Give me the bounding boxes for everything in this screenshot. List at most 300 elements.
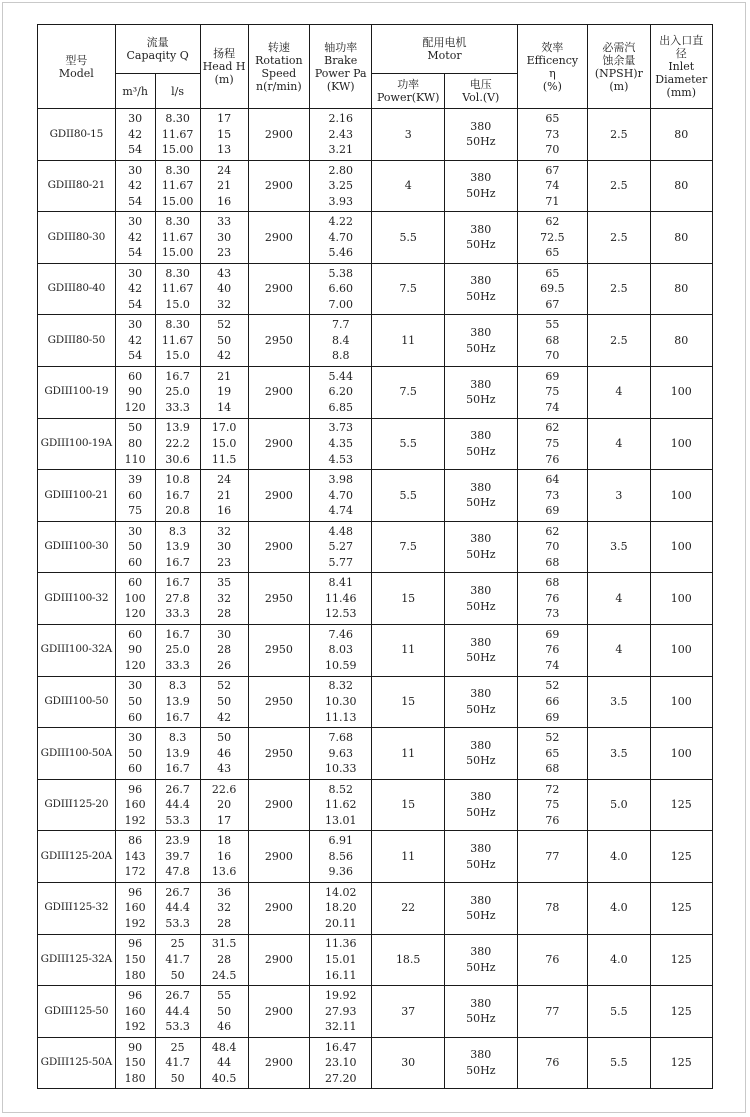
cell-motor-voltage — [445, 934, 518, 986]
cell-head-value: 30 — [217, 230, 232, 244]
cell-shaft-power — [310, 212, 372, 264]
cell-capacity-ls-value: 26.7 — [165, 885, 190, 899]
cell-capacity-ls-value: 16.7 — [165, 488, 190, 502]
cell-motor-voltage — [445, 986, 518, 1038]
cell-capacity-m3h — [115, 521, 155, 573]
cell-speed: 2950 — [248, 315, 309, 367]
cell-capacity-ls-value: 15.00 — [161, 194, 194, 208]
cell-shaft-power-value: 4.35 — [328, 437, 353, 451]
cell-capacity-m3h — [115, 779, 155, 831]
table-row — [38, 521, 713, 573]
cell-efficiency — [517, 779, 588, 831]
cell-capacity-ls — [155, 882, 200, 934]
cell-capacity-ls-value: 8.30 — [165, 318, 190, 332]
cell-motor-voltage — [445, 263, 518, 315]
cell-motor-voltage — [445, 160, 518, 212]
cell-capacity-m3h-value: 192 — [124, 917, 146, 930]
cell-capacity-ls-value: 11.67 — [161, 230, 194, 244]
cell-capacity-m3h — [115, 263, 155, 315]
cell-shaft-power — [310, 831, 372, 883]
table-row — [38, 986, 713, 1038]
cell-motor-voltage-value: 380 — [470, 171, 492, 185]
cell-capacity-ls-value: 53.3 — [165, 917, 190, 930]
cell-efficiency-value: 76 — [545, 452, 560, 466]
header-motor-voltage: 电压 Vol.(V) — [445, 74, 518, 109]
cell-motor-voltage-value: 50Hz — [466, 186, 496, 200]
cell-shaft-power — [310, 263, 372, 315]
cell-efficiency-value: 72 — [545, 782, 560, 796]
cell-diameter: 80 — [650, 160, 712, 212]
cell-shaft-power-value: 7.00 — [328, 297, 353, 311]
cell-head-value: 28 — [217, 953, 232, 966]
cell-capacity-m3h-value: 150 — [124, 1056, 146, 1070]
cell-capacity-ls-value: 15.0 — [165, 349, 190, 363]
cell-head — [200, 882, 248, 934]
cell-motor-voltage-value: 50Hz — [466, 238, 496, 252]
cell-capacity-m3h-value: 42 — [128, 282, 143, 296]
cell-head — [200, 779, 248, 831]
cell-speed: 2900 — [248, 521, 309, 573]
cell-motor-power: 11 — [372, 624, 445, 676]
cell-npsh: 3.5 — [588, 676, 650, 728]
cell-capacity-m3h-value: 160 — [124, 901, 146, 915]
cell-capacity-ls-value: 30.6 — [165, 452, 190, 466]
cell-shaft-power-value: 4.70 — [328, 488, 353, 502]
cell-model: GDIII100-32A — [38, 624, 116, 676]
cell-diameter: 100 — [650, 366, 712, 418]
cell-speed: 2950 — [248, 624, 309, 676]
cell-head-value: 28 — [217, 643, 232, 657]
cell-shaft-power-value: 27.20 — [324, 1071, 357, 1085]
cell-head-value: 50 — [217, 731, 232, 745]
cell-head-value: 15 — [217, 127, 232, 141]
cell-capacity-ls-value: 39.7 — [165, 849, 190, 863]
cell-shaft-power — [310, 366, 372, 418]
cell-shaft-power-value: 15.01 — [324, 953, 357, 966]
cell-capacity-m3h-value: 54 — [128, 143, 143, 157]
cell-head-value: 50 — [217, 333, 232, 347]
cell-head — [200, 212, 248, 264]
cell-capacity-m3h-value: 54 — [128, 349, 143, 363]
cell-npsh: 5.5 — [588, 1037, 650, 1089]
cell-capacity-ls-value: 23.9 — [165, 834, 190, 848]
cell-capacity-m3h — [115, 934, 155, 986]
cell-capacity-m3h-value: 42 — [128, 179, 143, 193]
cell-efficiency-value: 75 — [545, 798, 560, 812]
cell-speed: 2900 — [248, 779, 309, 831]
table-row — [38, 160, 713, 212]
cell-motor-power: 18.5 — [372, 934, 445, 986]
cell-capacity-ls-value: 10.8 — [165, 473, 190, 487]
cell-capacity-m3h — [115, 470, 155, 522]
cell-efficiency-value: 62 — [545, 421, 560, 435]
cell-capacity-m3h-value: 42 — [128, 127, 143, 141]
cell-shaft-power-value: 27.93 — [324, 1004, 357, 1018]
cell-speed: 2900 — [248, 418, 309, 470]
cell-motor-voltage-value: 380 — [470, 480, 492, 494]
cell-head — [200, 1037, 248, 1089]
cell-capacity-m3h-value: 120 — [124, 607, 146, 621]
cell-capacity-m3h-value: 120 — [124, 401, 146, 415]
cell-efficiency-value: 66 — [545, 695, 560, 709]
cell-speed: 2900 — [248, 212, 309, 264]
cell-head-value: 40.5 — [211, 1071, 237, 1085]
cell-shaft-power-value: 5.27 — [328, 540, 353, 554]
header-efficiency: 效率 Efficency η (%) — [517, 25, 588, 109]
cell-npsh: 2.5 — [588, 212, 650, 264]
cell-capacity-ls-value: 33.3 — [165, 607, 190, 621]
cell-shaft-power-value: 4.22 — [328, 215, 353, 229]
cell-capacity-m3h-value: 50 — [128, 540, 143, 554]
cell-capacity-ls-value: 53.3 — [165, 1020, 190, 1034]
cell-efficiency — [517, 366, 588, 418]
cell-motor-power: 7.5 — [372, 263, 445, 315]
cell-shaft-power-value: 4.53 — [328, 452, 353, 466]
cell-capacity-m3h-value: 90 — [128, 1040, 143, 1054]
cell-motor-voltage — [445, 418, 518, 470]
cell-diameter: 100 — [650, 676, 712, 728]
cell-efficiency — [517, 676, 588, 728]
cell-capacity-ls-value: 8.3 — [168, 524, 187, 538]
cell-capacity-m3h-value: 96 — [128, 885, 143, 899]
cell-npsh: 4.0 — [588, 831, 650, 883]
cell-model: GDIII100-32 — [38, 573, 116, 625]
cell-speed: 2900 — [248, 934, 309, 986]
cell-motor-voltage-value: 50Hz — [466, 651, 496, 665]
cell-capacity-ls-value: 26.7 — [165, 989, 190, 1002]
cell-motor-voltage — [445, 831, 518, 883]
cell-head-value: 43 — [217, 266, 232, 280]
cell-efficiency — [517, 831, 588, 883]
cell-head-value: 14 — [217, 401, 232, 415]
cell-capacity-ls-value: 47.8 — [165, 865, 190, 879]
cell-efficiency-value: 68 — [545, 555, 560, 569]
cell-shaft-power-value: 8.41 — [328, 576, 353, 590]
cell-motor-voltage — [445, 109, 518, 161]
cell-motor-voltage-value: 380 — [470, 790, 492, 804]
cell-motor-voltage — [445, 521, 518, 573]
cell-capacity-m3h — [115, 366, 155, 418]
cell-capacity-ls — [155, 109, 200, 161]
cell-capacity-m3h-value: 39 — [128, 473, 143, 487]
cell-capacity-m3h-value: 50 — [128, 695, 143, 709]
cell-capacity-m3h-value: 192 — [124, 1020, 146, 1034]
cell-head — [200, 624, 248, 676]
cell-shaft-power-value: 11.13 — [324, 710, 357, 724]
cell-efficiency — [517, 934, 588, 986]
cell-head-value: 36 — [217, 885, 232, 899]
cell-capacity-ls-value: 8.30 — [165, 215, 190, 229]
cell-head-value: 16 — [217, 194, 232, 208]
header-capacity: 流量 Capaqity Q — [115, 25, 200, 74]
table-row — [38, 315, 713, 367]
cell-capacity-ls-value: 8.3 — [168, 731, 187, 745]
cell-shaft-power-value: 2.43 — [328, 127, 353, 141]
cell-capacity-m3h-value: 30 — [128, 163, 143, 177]
cell-diameter: 100 — [650, 470, 712, 522]
cell-npsh: 4 — [588, 624, 650, 676]
cell-capacity-m3h-value: 110 — [124, 452, 146, 466]
cell-head — [200, 470, 248, 522]
cell-capacity-ls-value: 11.67 — [161, 127, 194, 141]
cell-motor-voltage-value: 380 — [470, 326, 492, 340]
header-speed: 转速 Rotation Speed n(r/min) — [248, 25, 309, 109]
cell-model: GDIII125-20 — [38, 779, 116, 831]
cell-model: GDIII125-50 — [38, 986, 116, 1038]
cell-motor-voltage — [445, 315, 518, 367]
cell-shaft-power-value: 2.80 — [328, 163, 353, 177]
cell-head-value: 16 — [217, 849, 232, 863]
cell-capacity-ls-value: 15.00 — [161, 246, 194, 260]
cell-efficiency-value: 70 — [545, 540, 560, 554]
cell-motor-voltage-value: 50Hz — [466, 496, 496, 510]
cell-speed: 2900 — [248, 263, 309, 315]
cell-efficiency-value: 74 — [545, 179, 560, 193]
cell-capacity-ls-value: 8.30 — [165, 163, 190, 177]
cell-shaft-power — [310, 160, 372, 212]
cell-speed: 2900 — [248, 882, 309, 934]
cell-model: GDIII125-32 — [38, 882, 116, 934]
cell-capacity-ls-value: 33.3 — [165, 659, 190, 673]
cell-model: GDIII100-19 — [38, 366, 116, 418]
cell-motor-voltage — [445, 676, 518, 728]
cell-motor-voltage-value: 380 — [470, 893, 492, 907]
cell-motor-voltage-value: 380 — [470, 996, 492, 1010]
cell-npsh: 2.5 — [588, 160, 650, 212]
cell-motor-voltage — [445, 470, 518, 522]
cell-shaft-power-value: 9.36 — [328, 865, 353, 879]
cell-shaft-power-value: 3.73 — [328, 421, 353, 435]
cell-efficiency — [517, 986, 588, 1038]
cell-capacity-m3h-value: 86 — [128, 834, 143, 848]
cell-motor-voltage-value: 380 — [470, 635, 492, 649]
cell-capacity-ls — [155, 366, 200, 418]
cell-efficiency — [517, 212, 588, 264]
cell-capacity-ls — [155, 160, 200, 212]
cell-capacity-m3h — [115, 418, 155, 470]
cell-motor-voltage-value: 380 — [470, 429, 492, 443]
cell-speed: 2900 — [248, 470, 309, 522]
cell-head — [200, 728, 248, 780]
cell-capacity-m3h-value: 160 — [124, 1004, 146, 1018]
cell-motor-voltage-value: 50Hz — [466, 754, 496, 768]
cell-efficiency-value: 73 — [545, 607, 560, 621]
cell-shaft-power-value: 8.4 — [331, 333, 350, 347]
cell-motor-power: 5.5 — [372, 212, 445, 264]
cell-head-value: 44 — [217, 1056, 232, 1070]
cell-head-value: 46 — [217, 746, 232, 760]
cell-motor-voltage-value: 380 — [470, 532, 492, 546]
cell-head-value: 17 — [217, 111, 232, 125]
cell-efficiency-value: 68 — [545, 762, 560, 776]
cell-capacity-m3h-value: 150 — [124, 953, 146, 966]
cell-efficiency — [517, 109, 588, 161]
cell-head-value: 18 — [217, 834, 232, 848]
cell-npsh: 3.5 — [588, 521, 650, 573]
table-row — [38, 831, 713, 883]
cell-head-value: 24.5 — [211, 968, 237, 982]
cell-efficiency — [517, 882, 588, 934]
cell-capacity-ls — [155, 315, 200, 367]
cell-motor-voltage-value: 380 — [470, 274, 492, 288]
cell-capacity-m3h — [115, 986, 155, 1038]
cell-shaft-power-value: 3.21 — [328, 143, 353, 157]
cell-head-value: 33 — [217, 215, 232, 229]
cell-capacity-m3h-value: 192 — [124, 813, 146, 827]
cell-capacity-m3h-value: 143 — [124, 849, 146, 863]
cell-capacity-ls-value: 15.00 — [161, 143, 194, 157]
cell-capacity-m3h — [115, 1037, 155, 1089]
cell-capacity-ls-value: 20.8 — [165, 504, 190, 518]
cell-capacity-m3h-value: 30 — [128, 266, 143, 280]
cell-shaft-power-value: 3.25 — [328, 179, 353, 193]
cell-capacity-m3h — [115, 315, 155, 367]
cell-capacity-m3h-value: 160 — [124, 798, 146, 812]
cell-efficiency-value: 69.5 — [540, 282, 565, 296]
cell-capacity-ls-value: 13.9 — [165, 421, 190, 435]
cell-diameter: 125 — [650, 1037, 712, 1089]
cell-motor-voltage-value: 50Hz — [466, 135, 496, 149]
cell-head — [200, 366, 248, 418]
cell-capacity-ls-value: 44.4 — [165, 901, 190, 915]
cell-capacity-ls-value: 25.0 — [165, 385, 190, 399]
cell-speed: 2900 — [248, 831, 309, 883]
cell-shaft-power — [310, 470, 372, 522]
cell-capacity-ls — [155, 470, 200, 522]
cell-motor-voltage-value: 380 — [470, 842, 492, 856]
cell-head-value: 26 — [217, 659, 232, 673]
cell-motor-voltage-value: 50Hz — [466, 1063, 496, 1077]
header-motor: 配用电机 Motor — [372, 25, 517, 74]
cell-head-value: 21 — [217, 488, 232, 502]
cell-shaft-power-value: 13.01 — [324, 813, 357, 827]
table-row — [38, 676, 713, 728]
cell-efficiency-value: 69 — [545, 627, 560, 641]
cell-head-value: 24 — [217, 473, 232, 487]
cell-shaft-power-value: 4.48 — [328, 524, 353, 538]
cell-npsh: 4 — [588, 366, 650, 418]
cell-capacity-ls-value: 16.7 — [165, 555, 190, 569]
cell-efficiency-value: 62 — [545, 524, 560, 538]
cell-capacity-m3h-value: 80 — [128, 437, 143, 451]
cell-capacity-ls-value: 25 — [170, 937, 185, 951]
cell-motor-voltage-value: 50Hz — [466, 857, 496, 871]
cell-efficiency-value: 74 — [545, 659, 560, 673]
cell-efficiency-value: 76 — [545, 813, 560, 827]
cell-shaft-power-value: 10.33 — [324, 762, 357, 776]
cell-capacity-ls-value: 27.8 — [165, 591, 190, 605]
table-row — [38, 882, 713, 934]
cell-shaft-power — [310, 109, 372, 161]
cell-efficiency-value: 62 — [545, 215, 560, 229]
cell-head-value: 11.5 — [211, 452, 237, 466]
cell-efficiency-value: 65 — [545, 246, 560, 260]
cell-head-value: 50 — [217, 695, 232, 709]
cell-head — [200, 263, 248, 315]
cell-head-value: 17.0 — [211, 421, 237, 435]
cell-shaft-power-value: 23.10 — [324, 1056, 357, 1070]
cell-capacity-m3h — [115, 212, 155, 264]
table-row — [38, 263, 713, 315]
header-model: 型号 Model — [38, 25, 116, 109]
cell-efficiency — [517, 470, 588, 522]
cell-diameter: 125 — [650, 986, 712, 1038]
cell-npsh: 5.0 — [588, 779, 650, 831]
cell-capacity-ls — [155, 986, 200, 1038]
cell-head-value: 42 — [217, 710, 232, 724]
cell-efficiency — [517, 521, 588, 573]
cell-npsh: 4.0 — [588, 934, 650, 986]
cell-motor-power: 22 — [372, 882, 445, 934]
pump-spec-table — [37, 24, 713, 1089]
cell-diameter: 80 — [650, 109, 712, 161]
cell-capacity-ls-value: 25 — [170, 1040, 185, 1054]
cell-shaft-power — [310, 934, 372, 986]
cell-shaft-power-value: 18.20 — [324, 901, 357, 915]
cell-head-value: 52 — [217, 318, 232, 332]
cell-head — [200, 676, 248, 728]
cell-motor-power: 15 — [372, 779, 445, 831]
cell-diameter: 100 — [650, 728, 712, 780]
cell-capacity-ls-value: 16.7 — [165, 576, 190, 590]
cell-capacity-m3h-value: 42 — [128, 230, 143, 244]
cell-efficiency-value: 74 — [545, 401, 560, 415]
cell-efficiency — [517, 160, 588, 212]
table-row — [38, 779, 713, 831]
cell-capacity-m3h-value: 30 — [128, 318, 143, 332]
cell-diameter: 125 — [650, 934, 712, 986]
cell-diameter: 125 — [650, 779, 712, 831]
cell-motor-voltage-value: 50Hz — [466, 599, 496, 613]
cell-shaft-power-value: 32.11 — [324, 1020, 357, 1034]
cell-capacity-m3h-value: 54 — [128, 194, 143, 208]
cell-capacity-m3h-value: 60 — [128, 488, 143, 502]
cell-capacity-m3h-value: 172 — [124, 865, 146, 879]
cell-shaft-power — [310, 728, 372, 780]
cell-shaft-power-value: 6.20 — [328, 385, 353, 399]
cell-shaft-power-value: 8.8 — [331, 349, 350, 363]
cell-head — [200, 934, 248, 986]
cell-head-value: 32 — [217, 524, 232, 538]
cell-shaft-power — [310, 676, 372, 728]
cell-motor-voltage — [445, 728, 518, 780]
cell-efficiency-value: 65 — [545, 746, 560, 760]
cell-shaft-power — [310, 521, 372, 573]
cell-efficiency-value: 69 — [545, 710, 560, 724]
cell-shaft-power-value: 5.46 — [328, 246, 353, 260]
cell-motor-power: 37 — [372, 986, 445, 1038]
cell-capacity-ls — [155, 676, 200, 728]
cell-capacity-ls — [155, 418, 200, 470]
cell-npsh: 4.0 — [588, 882, 650, 934]
cell-head-value: 40 — [217, 282, 232, 296]
cell-shaft-power — [310, 573, 372, 625]
cell-capacity-m3h — [115, 573, 155, 625]
cell-head-value: 24 — [217, 163, 232, 177]
cell-motor-voltage — [445, 1037, 518, 1089]
cell-capacity-m3h-value: 96 — [128, 782, 143, 796]
cell-head-value: 30 — [217, 540, 232, 554]
cell-efficiency-value: 68 — [545, 333, 560, 347]
cell-capacity-m3h — [115, 624, 155, 676]
cell-efficiency-value: 65 — [545, 111, 560, 125]
cell-capacity-m3h-value: 30 — [128, 524, 143, 538]
cell-motor-voltage — [445, 573, 518, 625]
cell-npsh: 5.5 — [588, 986, 650, 1038]
cell-capacity-ls — [155, 728, 200, 780]
cell-efficiency — [517, 418, 588, 470]
cell-motor-power: 11 — [372, 315, 445, 367]
